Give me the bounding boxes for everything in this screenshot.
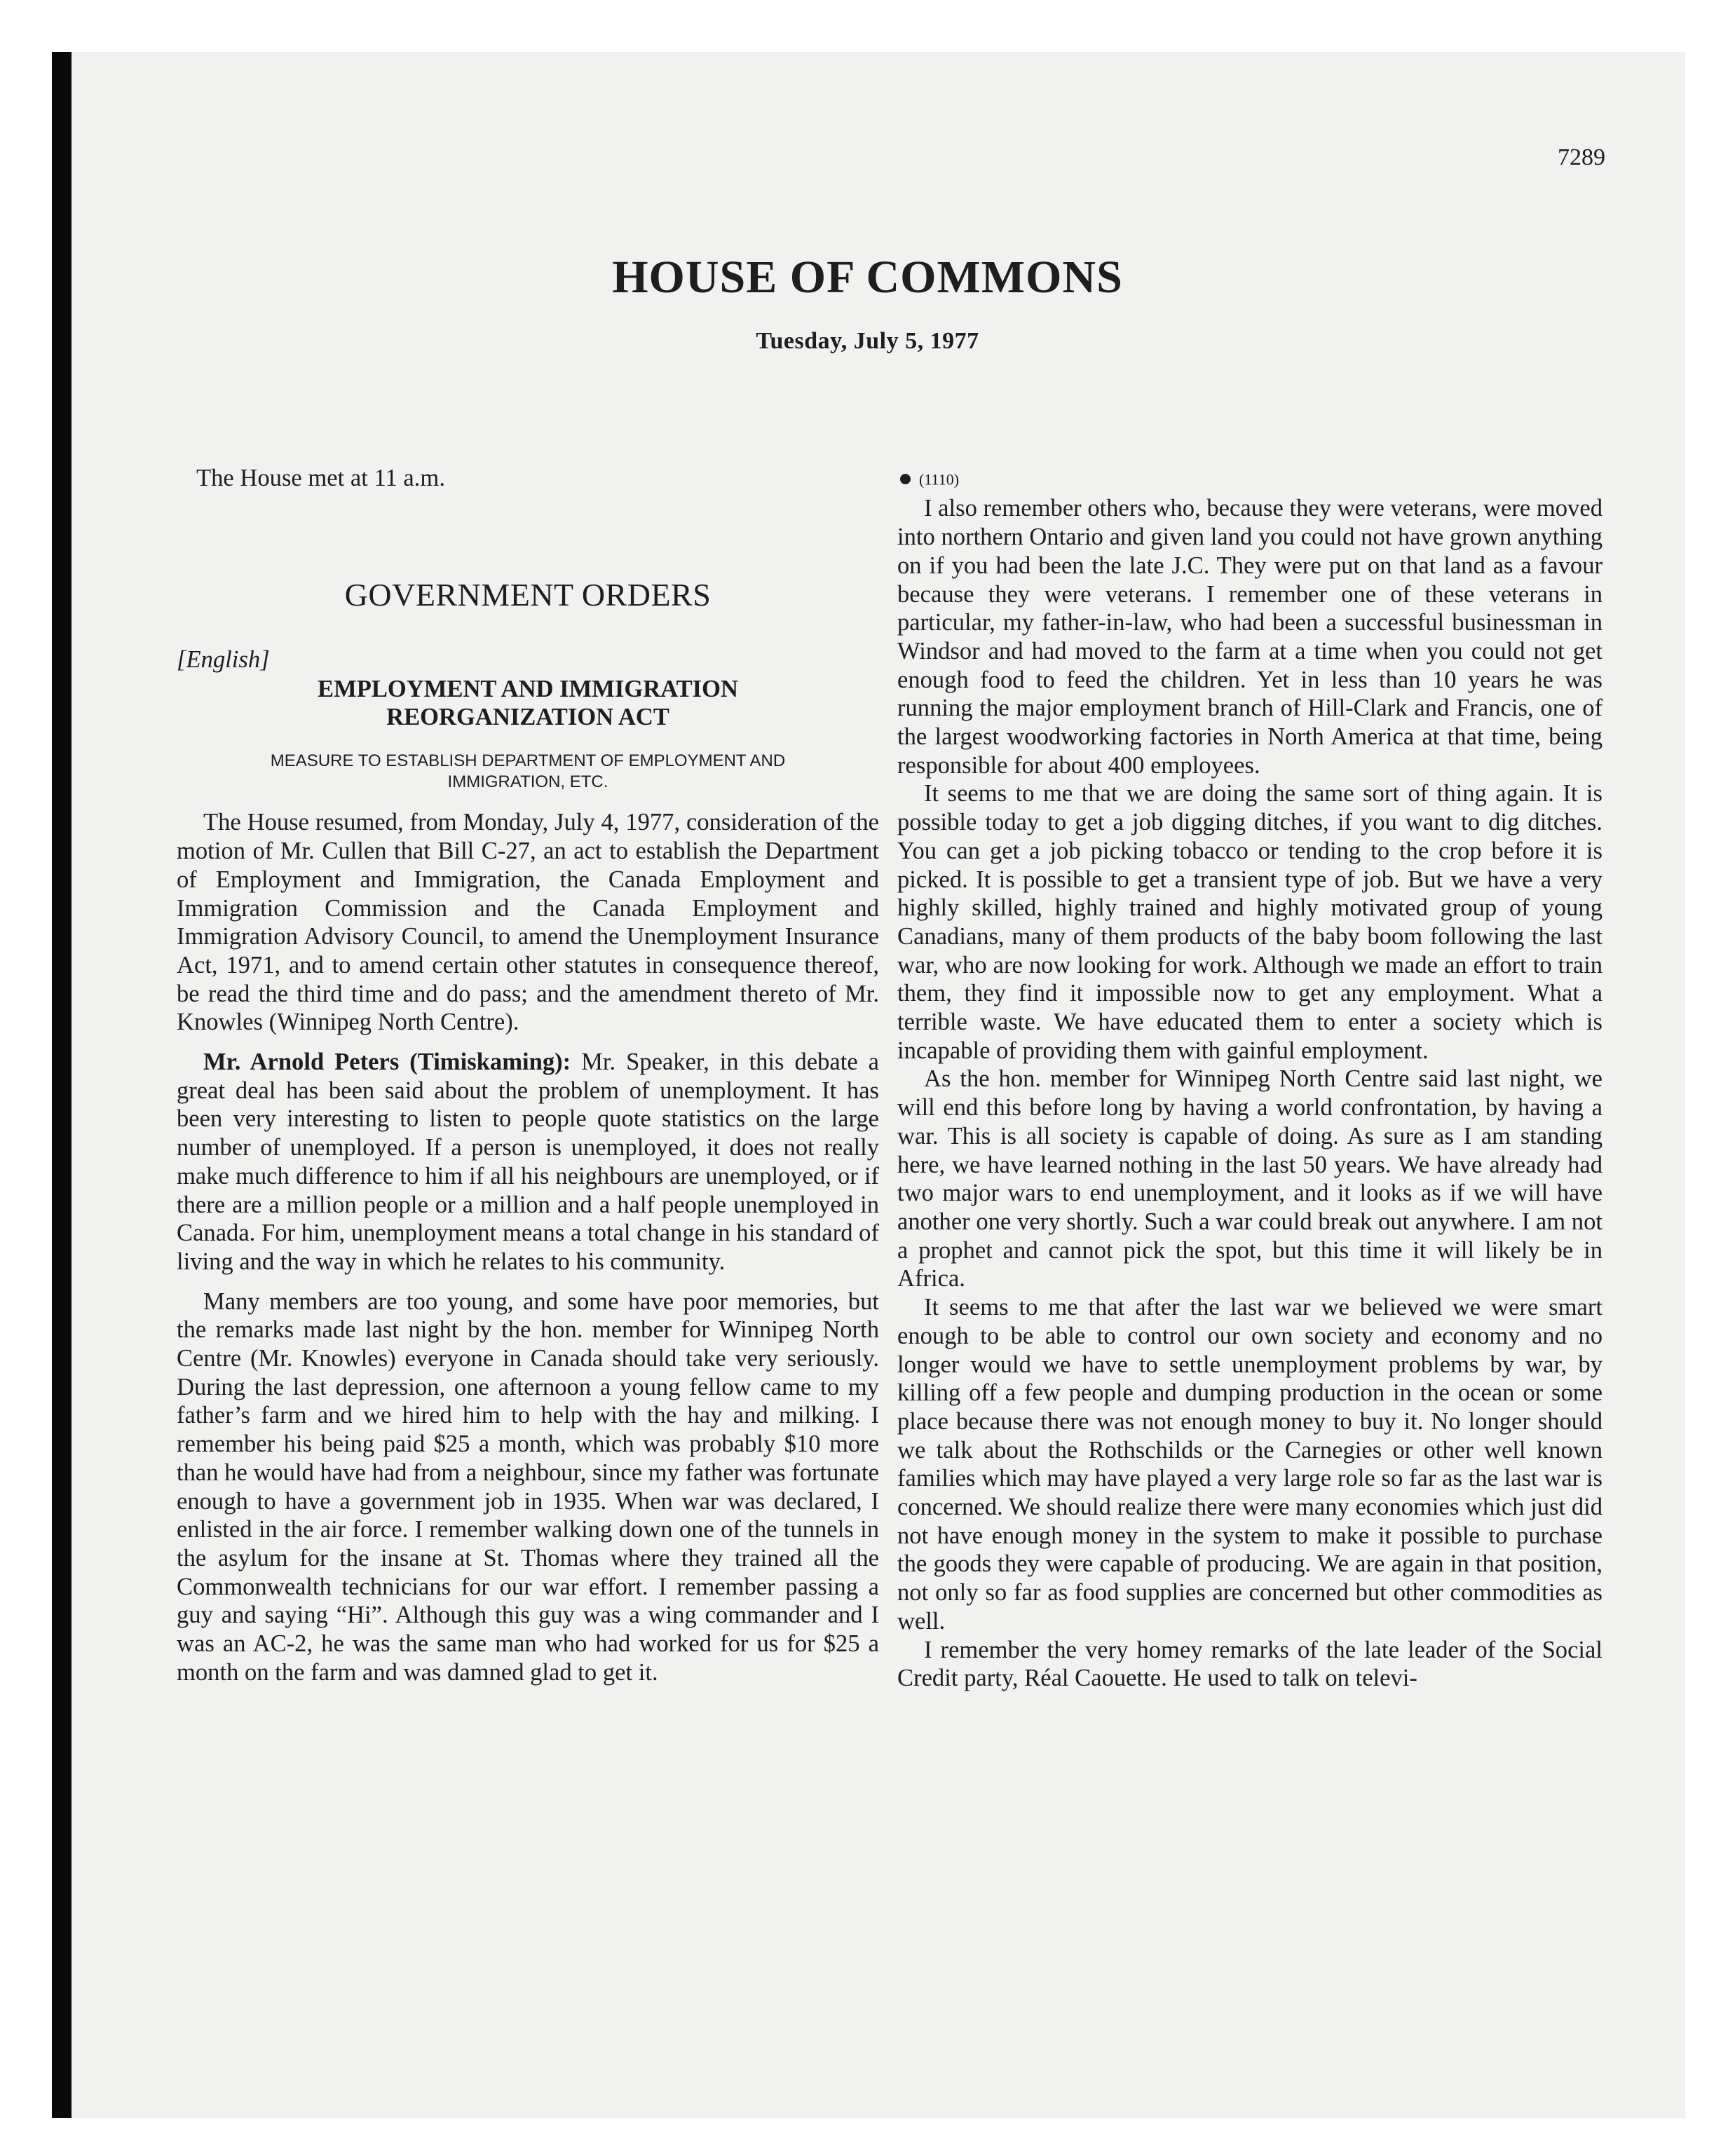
motion-paragraph: The House resumed, from Monday, July 4, 1977, consideration of the motion of Mr. Cullen that Bill C-27, an act to establish the Department of Employment and Immigration, the Canada Employment and Immigration Commission and the Canada Employment and Immigration Advisory Council, to amend the Unemployment Insurance Act, 1971, and to amend certain other statutes in consequence thereof, be read the third time and do pass; and the amendment thereto of Mr. Knowles (Winnipeg North Centre). — [177, 809, 879, 1036]
speaker-name: Mr. Arnold Peters (Timiskaming): — [203, 1049, 571, 1076]
language-tag: [English] — [177, 646, 270, 673]
bullet-icon — [900, 474, 911, 484]
speech-paragraph: I also remember others who, because they were veterans, were moved into northern Ontario and given land you could not have grown anything on if you had been the late J.C. They were put on that land as a favour because they were veterans. I remember one of these veterans in particular, my father-in-law, who had been a successful businessman in Windsor and had moved to the farm at a time when you could not get enough food to feed the children. Yet in less than 10 years he was running the major employment branch of Hill-Clark and Francis, one of the largest woodworking factories in North America at that time, being responsible for about 400 employees. — [897, 495, 1603, 779]
speech-paragraph: It seems to me that we are doing the same sort of thing again. It is possible today to get a job digging ditches, if you want to dig ditches. You can get a job picking tobacco or tending to the crop before it is picked. It is possible to get a transient type of job. But we have a very highly skilled, highly trained and highly motivated group of young Canadians, many of them products of the baby boom following the last war, who are now looking for work. Although we made an effort to train them, they find it impossible now to get any employment. What a terrible waste. We have educated them to enter a society which is incapable of providing them with gainful employment. — [897, 780, 1603, 1064]
bill-subtitle — [177, 751, 879, 793]
page-number: 7289 — [1558, 144, 1605, 170]
speech-paragraph: It seems to me that after the last war we believed we were smart enough to be able to control our own society and economy and no longer would we have to settle unemployment problems by war, by killing off a few people and dumping production in the ocean or some place because there was not enough money to buy it. No longer should we talk about the Rothschilds or the Carnegies or other well known families which may have played a very large role so far as the last war is concerned. We should realize there were many economies which just did not have enough money in the system to make it possible to purchase the goods they were capable of producing. We are again in that position, not only so far as food supplies are concerned but other commodities as well. — [897, 1294, 1603, 1635]
bill-subtitle-line-1: MEASURE TO ESTABLISH DEPARTMENT OF EMPLOYMENT AND — [270, 751, 786, 771]
bill-title-line-2: REORGANIZATION ACT — [386, 704, 669, 731]
speech-text: Mr. Speaker, in this debate a great deal has been said about the problem of unemployment. It has been very interesting to listen to people quote statistics on the large number of unemployed. If a person is unemployed, it does not really make much difference to him if all his neighbours are unemployed, or if there are a million people or a million and a half people unemployed in Canada. For him, unemployment means a total change in his standard of living and the way in which he relates to his community. — [177, 1049, 879, 1275]
bill-title-line-1: EMPLOYMENT AND IMMIGRATION — [318, 676, 738, 703]
time-label: (1110) — [919, 470, 960, 489]
speech-paragraph: I remember the very homey remarks of the late leader of the Social Credit party, Réal Caouette. He used to talk on televi- — [897, 1636, 1603, 1692]
speech-paragraph: As the hon. member for Winnipeg North Centre said last night, we will end this before long by having a world confrontation, by having a war. This is all society is capable of doing. As sure as I am standing here, we have learned nothing in the last 50 years. We have already had two major wars to end unemployment, and it looks as if we will have another one very shortly. Such a war could break out anywhere. I am not a prophet and cannot pick the spot, but this time it will likely be in Africa. — [897, 1065, 1603, 1292]
right-column — [897, 464, 1603, 1693]
house-met-line: The House met at 11 a.m. — [196, 465, 445, 491]
speech-paragraph: Many members are too young, and some have poor memories, but the remarks made last night by the hon. member for Winnipeg North Centre (Mr. Knowles) everyone in Canada should take very seriously. During the last depression, one afternoon a young fellow came to my father’s farm and we hired him to help with the hay and milking. I remember his being paid $25 a month, which was probably $10 more than he would have had from a neighbour, since my father was fortunate enough to have a government job in 1935. When war was declared, I enlisted in the air force. I remember walking down one of the tunnels in the asylum for the insane at St. Thomas where they trained all the Commonwealth technicians for our war effort. I remember passing a guy and saying “Hi”. Although this guy was a wing commander and I was an AC-2, he was the same man who had worked for us for $25 a month on the farm and was damned glad to get it. — [177, 1288, 880, 1686]
speech-paragraph — [177, 1048, 879, 1276]
sitting-date: Tuesday, July 5, 1977 — [756, 328, 979, 354]
left-column — [177, 464, 879, 1687]
bill-subtitle-line-2: IMMIGRATION, ETC. — [447, 772, 608, 792]
time-stamp — [897, 464, 1603, 494]
page-title: HOUSE OF COMMONS — [612, 252, 1123, 303]
scan-edge — [52, 52, 72, 2118]
section-heading: GOVERNMENT ORDERS — [344, 576, 712, 613]
